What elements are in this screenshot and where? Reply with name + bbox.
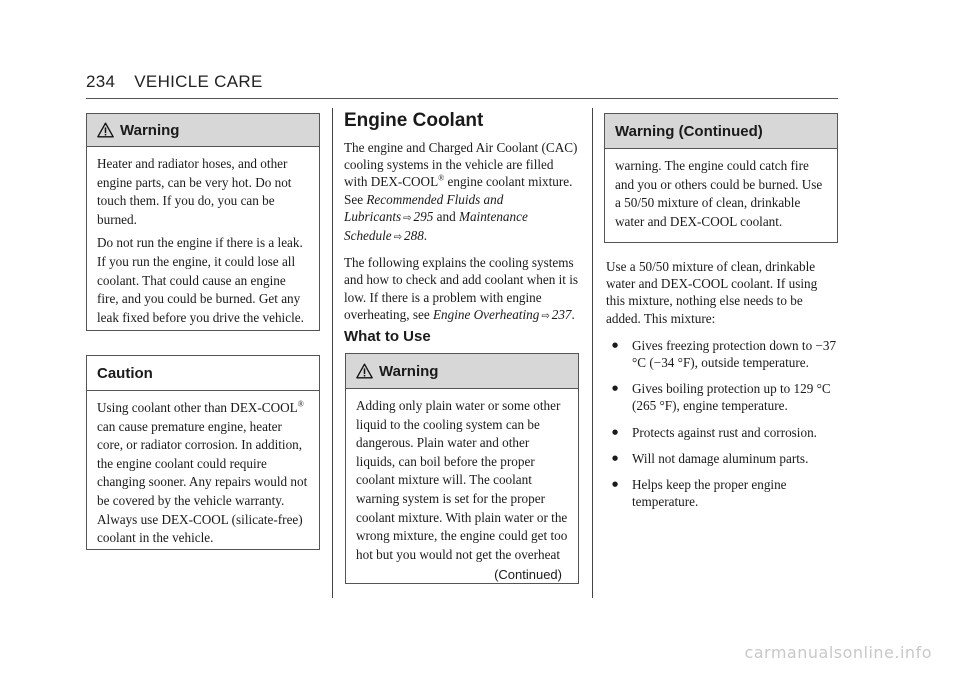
caution-text-part: Using coolant other than DEX-COOL — [97, 400, 298, 415]
page-ref-arrow-icon: ⇨ — [541, 310, 550, 322]
caution-text — [97, 399, 309, 548]
warning-paragraph: Heater and radiator hoses, and other engine parts, can be very hot. Do not touch them. If you do, you can be burned. — [97, 156, 292, 227]
section-heading: Engine Coolant — [344, 110, 484, 131]
warning-triangle-icon — [97, 122, 114, 138]
registered-mark: ® — [438, 174, 445, 184]
header-rule — [86, 98, 838, 99]
list-item: ● Protects against rust and corrosion. — [606, 424, 838, 441]
mixture-text — [606, 258, 838, 519]
warning-title: Warning — [120, 121, 180, 139]
mixture-paragraph: Use a 50/50 mixture of clean, drinkable water and DEX-COOL coolant. If using this mixture, nothing else needs to be added. This mixture: — [606, 259, 818, 326]
caution-body — [87, 391, 319, 559]
page-ref-arrow-icon: ⇨ — [393, 232, 402, 244]
continued-label: (Continued) — [494, 567, 562, 583]
warning-triangle-icon — [356, 363, 373, 379]
list-item: ● Gives freezing protection down to −37 °C (−34 °F), outside temperature. — [606, 337, 838, 371]
text-part: . — [423, 228, 428, 244]
caution-box — [86, 355, 320, 550]
warning-box-continued — [604, 113, 838, 243]
intro-paragraph — [344, 139, 578, 246]
warning-box-hot-parts — [86, 113, 320, 331]
link-engine-overheating[interactable]: Engine Overheating — [432, 306, 540, 322]
warning-box-header — [605, 114, 837, 149]
registered-mark: ® — [297, 399, 304, 409]
warning-text: warning. The engine could catch fire and you or others could be burned. Use a 50/50 mixture of clean, drinkable water and DEX-COOL coolant. — [615, 158, 823, 229]
text-part: . — [571, 306, 575, 322]
caution-title: Caution — [97, 364, 153, 382]
text-part: The engine and Charged Air Coolant (CAC) cooling systems in the vehicle are filled with DEX-COOL — [344, 140, 578, 190]
warning-body — [605, 149, 837, 237]
warning-text: Adding only plain water or some other liquid to the cooling system can be dangerous. Plain water and other liquids, can boil before the proper coolant mixture will. The coolant warning system is set for the proper coolant mixture. With plain water or the wrong mixture, the engine could get too hot but you would not get the overheat — [356, 398, 568, 562]
mixture-benefits-list — [606, 337, 838, 511]
warning-body — [87, 147, 319, 338]
list-item: ● Gives boiling protection up to 129 °C (265 °F), engine temperature. — [606, 380, 838, 414]
warning-box-plain-water — [345, 353, 579, 584]
warning-title: Warning (Continued) — [615, 122, 763, 140]
warning-title: Warning — [379, 362, 439, 380]
page-ref-295[interactable]: 295 — [413, 208, 434, 224]
page-header — [86, 72, 263, 92]
column-divider-1 — [332, 108, 333, 598]
warning-box-header — [87, 114, 319, 147]
caution-text-part: can cause premature engine, heater core, or radiator corrosion. In addition, the engine coolant could require changing sooner. Any repairs would not be covered by the vehicle warranty. Always use DEX-COOL (silicate-free) coolant in the vehicle. — [97, 418, 308, 546]
page-ref-288[interactable]: 288 — [404, 228, 424, 244]
link-recommended-fluids[interactable]: Recommended Fluids and Lubricants — [344, 191, 504, 224]
link-maintenance-schedule[interactable]: Maintenance Schedule — [344, 208, 528, 244]
list-item: ● Will not damage aluminum parts. — [606, 450, 838, 467]
page-number: 234 — [86, 72, 116, 91]
column-divider-2 — [592, 108, 593, 598]
text-part: The following explains the cooling systems and how to check and add coolant when it is low. If there is a problem with engine overheating, see — [344, 255, 579, 322]
intro-text — [344, 139, 578, 333]
text-part: engine coolant mixture. See — [344, 174, 573, 207]
watermark: carmanualsonline.info — [744, 643, 932, 662]
section-title: VEHICLE CARE — [134, 72, 263, 91]
caution-header — [87, 356, 319, 391]
warning-paragraph: Do not run the engine if there is a leak. If you run the engine, it could lose all coolant. That could cause an engine fire, and you could be burned. Get any leak fixed before you drive the vehicle. — [97, 235, 304, 325]
warning-box-header — [346, 354, 578, 389]
subheading-what-to-use: What to Use — [344, 328, 431, 345]
overheating-paragraph — [344, 254, 578, 325]
warning-body — [346, 389, 578, 587]
text-part: and — [433, 208, 459, 224]
list-item: ● Helps keep the proper engine temperature. — [606, 476, 838, 510]
page-ref-arrow-icon: ⇨ — [403, 212, 412, 224]
page-ref-237[interactable]: 237 — [551, 306, 572, 322]
